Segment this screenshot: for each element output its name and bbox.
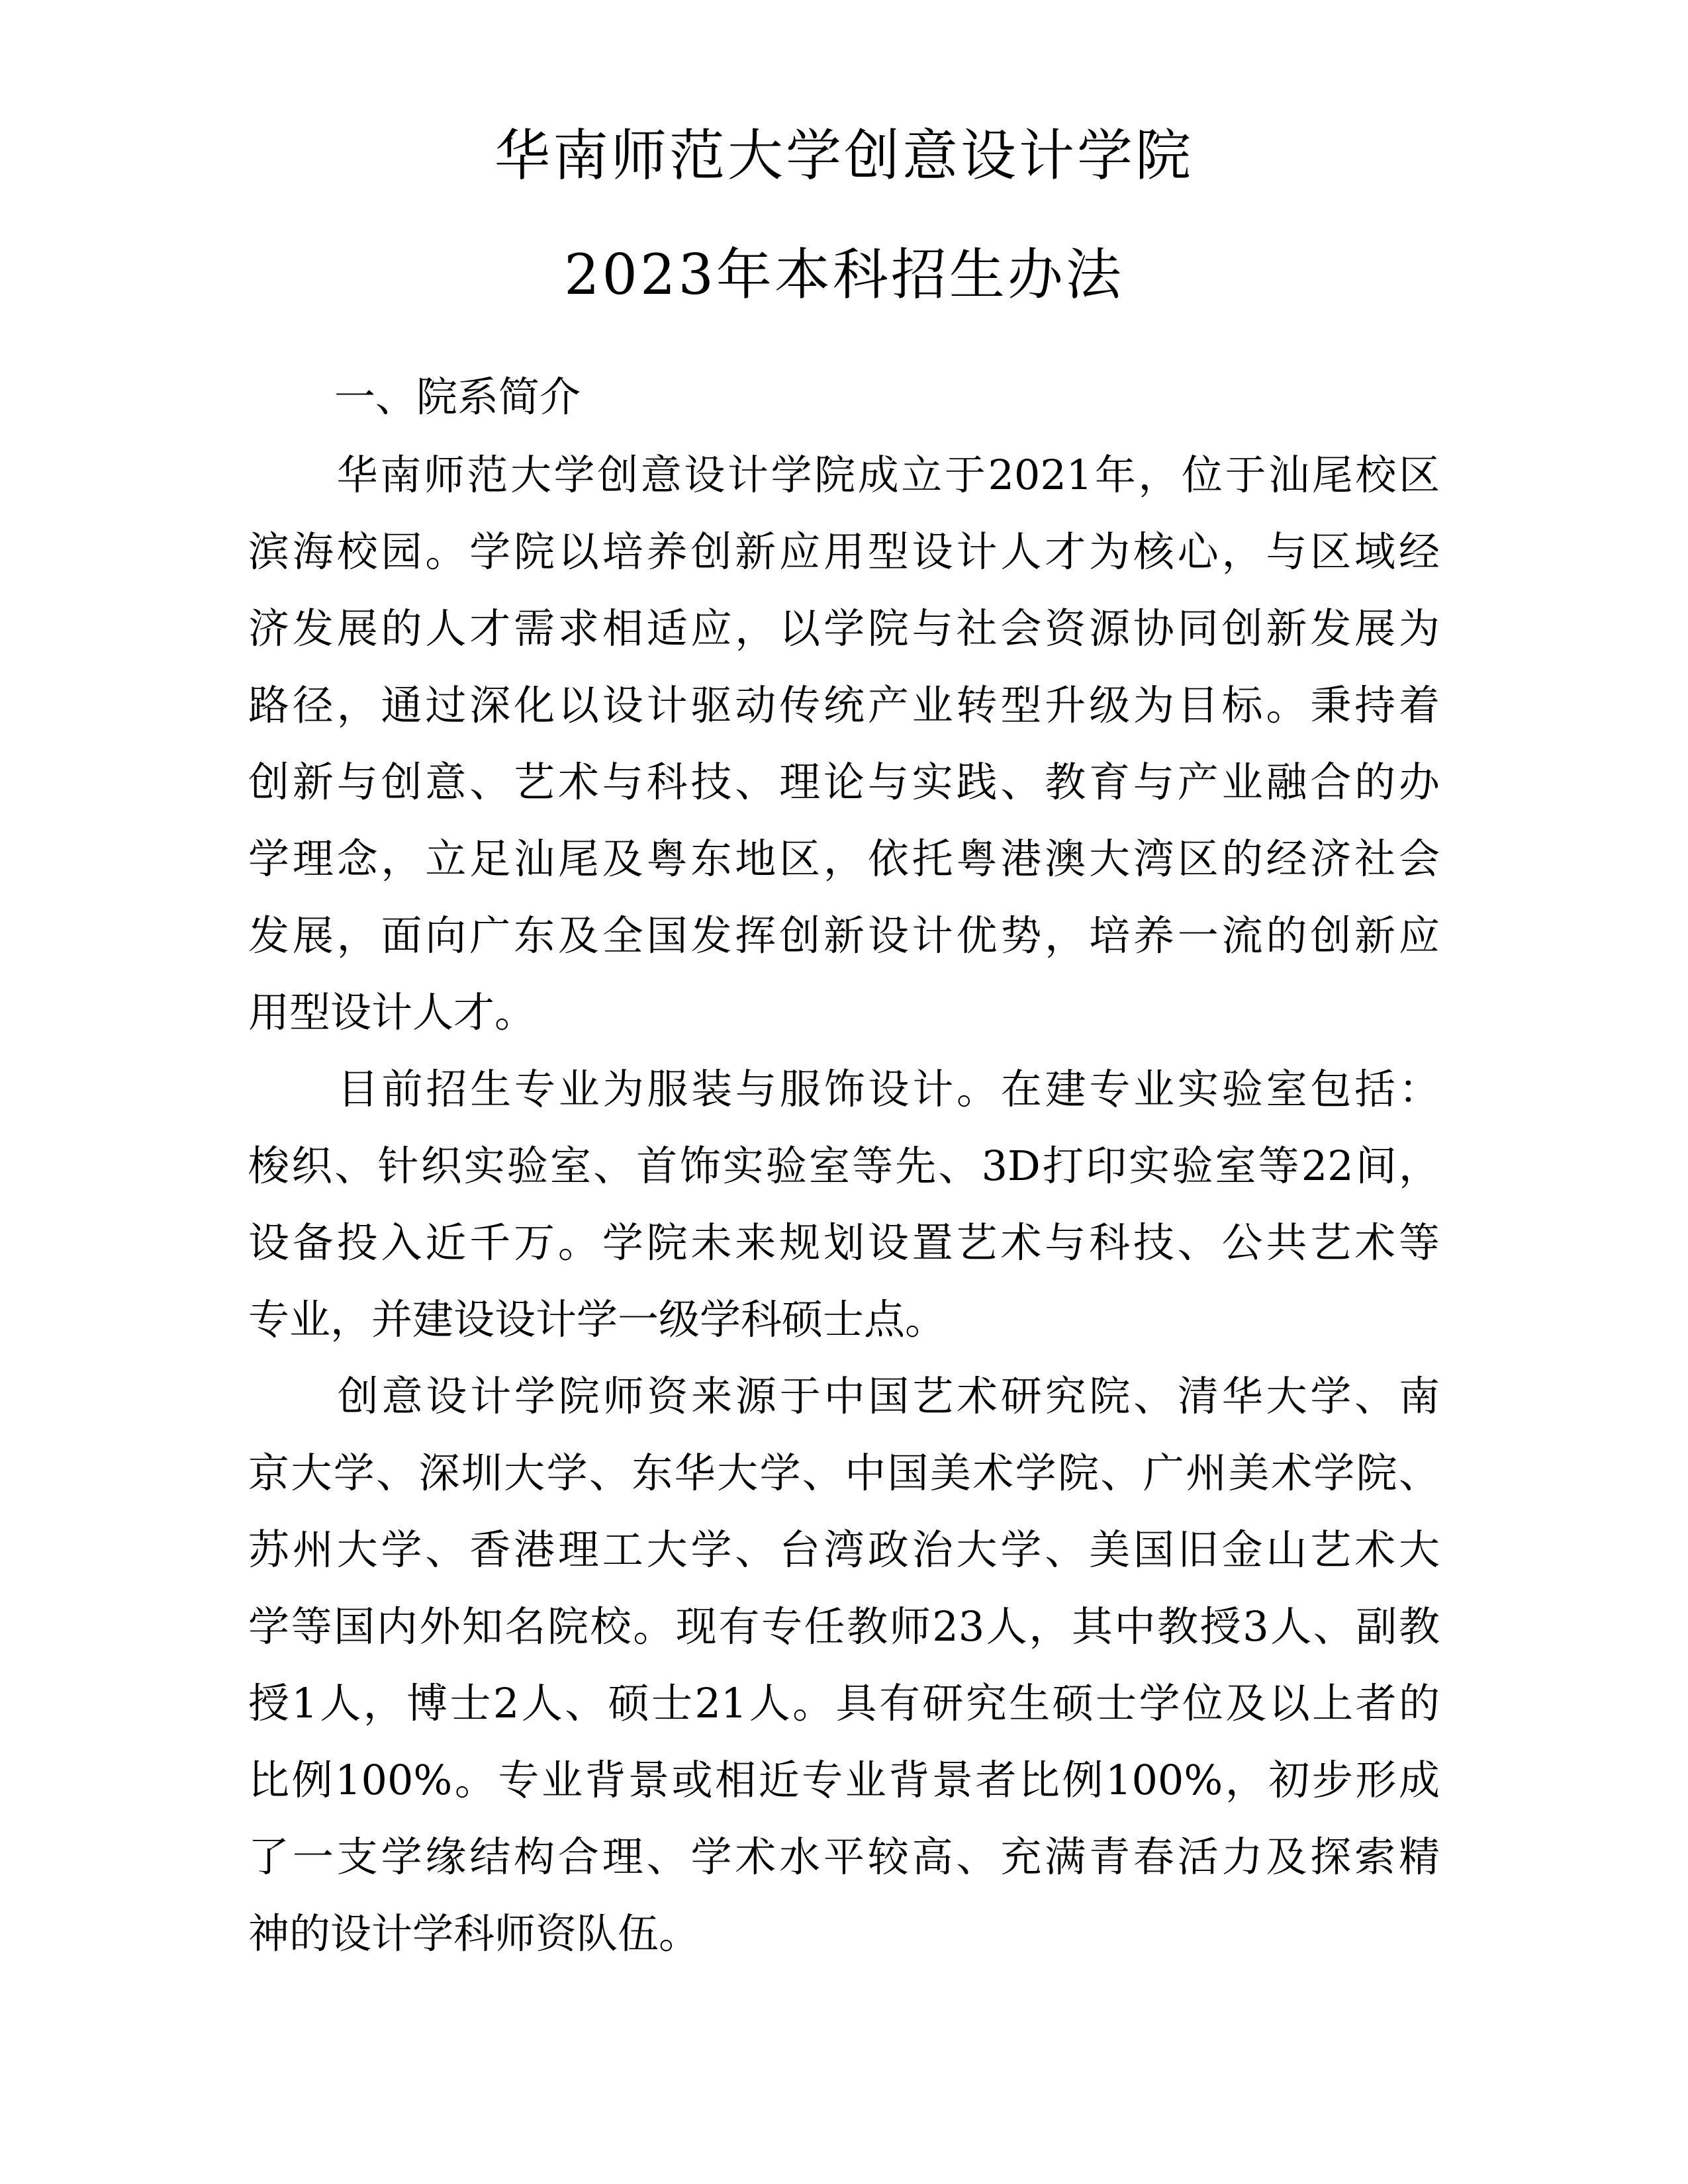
paragraph-line: 神的设计学科师资队伍。 — [248, 1909, 700, 1958]
paragraph-line: 授1人，博士2人、硕士21人。具有研究生硕士学位及以上者的 — [248, 1679, 1440, 1727]
paragraph-line: 路径，通过深化以设计驱动传统产业转型升级为目标。秉持着 — [248, 681, 1440, 729]
paragraph-line: 京大学、深圳大学、东华大学、中国美术学院、广州美术学院、 — [248, 1449, 1440, 1497]
document-title-line-1: 华南师范大学创意设计学院 — [494, 123, 1194, 188]
paragraph-faculty — [248, 1358, 1440, 1972]
paragraph-line: 比例100%。专业背景或相近专业背景者比例100%，初步形成 — [248, 1756, 1440, 1804]
paragraph-line: 学等国内外知名院校。现有专任教师23人，其中教授3人、副教 — [248, 1602, 1440, 1651]
paragraph-line: 用型设计人才。 — [248, 988, 536, 1036]
document-title-line-2: 2023年本科招生办法 — [564, 242, 1124, 307]
paragraph-line: 发展，面向广东及全国发挥创新设计优势，培养一流的创新应 — [248, 911, 1440, 960]
paragraph-line: 专业，并建设设计学一级学科硕士点。 — [248, 1295, 947, 1343]
paragraph-line: 目前招生专业为服装与服饰设计。在建专业实验室包括： — [334, 1065, 1440, 1113]
paragraph-line: 华南师范大学创意设计学院成立于2021年，位于汕尾校区 — [334, 451, 1440, 499]
paragraph-line: 创新与创意、艺术与科技、理论与实践、教育与产业融合的办 — [248, 758, 1440, 806]
paragraph-line: 了一支学缘结构合理、学术水平较高、充满青春活力及探索精 — [248, 1833, 1440, 1881]
paragraph-majors-labs — [248, 1051, 1440, 1358]
paragraph-line: 济发展的人才需求相适应，以学院与社会资源协同创新发展为 — [248, 604, 1440, 653]
paragraph-line: 设备投入近千万。学院未来规划设置艺术与科技、公共艺术等 — [248, 1218, 1440, 1267]
section-heading-intro: 一、院系简介 — [334, 373, 581, 421]
paragraph-line: 学理念，立足汕尾及粤东地区，依托粤港澳大湾区的经济社会 — [248, 835, 1440, 883]
paragraph-line: 苏州大学、香港理工大学、台湾政治大学、美国旧金山艺术大 — [248, 1525, 1440, 1574]
paragraph-line: 创意设计学院师资来源于中国艺术研究院、清华大学、南 — [334, 1372, 1440, 1420]
paragraph-college-overview — [248, 437, 1440, 1051]
document-body — [248, 357, 1440, 1972]
paragraph-line: 滨海校园。学院以培养创新应用型设计人才为核心，与区域经 — [248, 527, 1440, 576]
paragraph-line: 梭织、针织实验室、首饰实验室等先、3D打印实验室等22间， — [248, 1142, 1440, 1190]
